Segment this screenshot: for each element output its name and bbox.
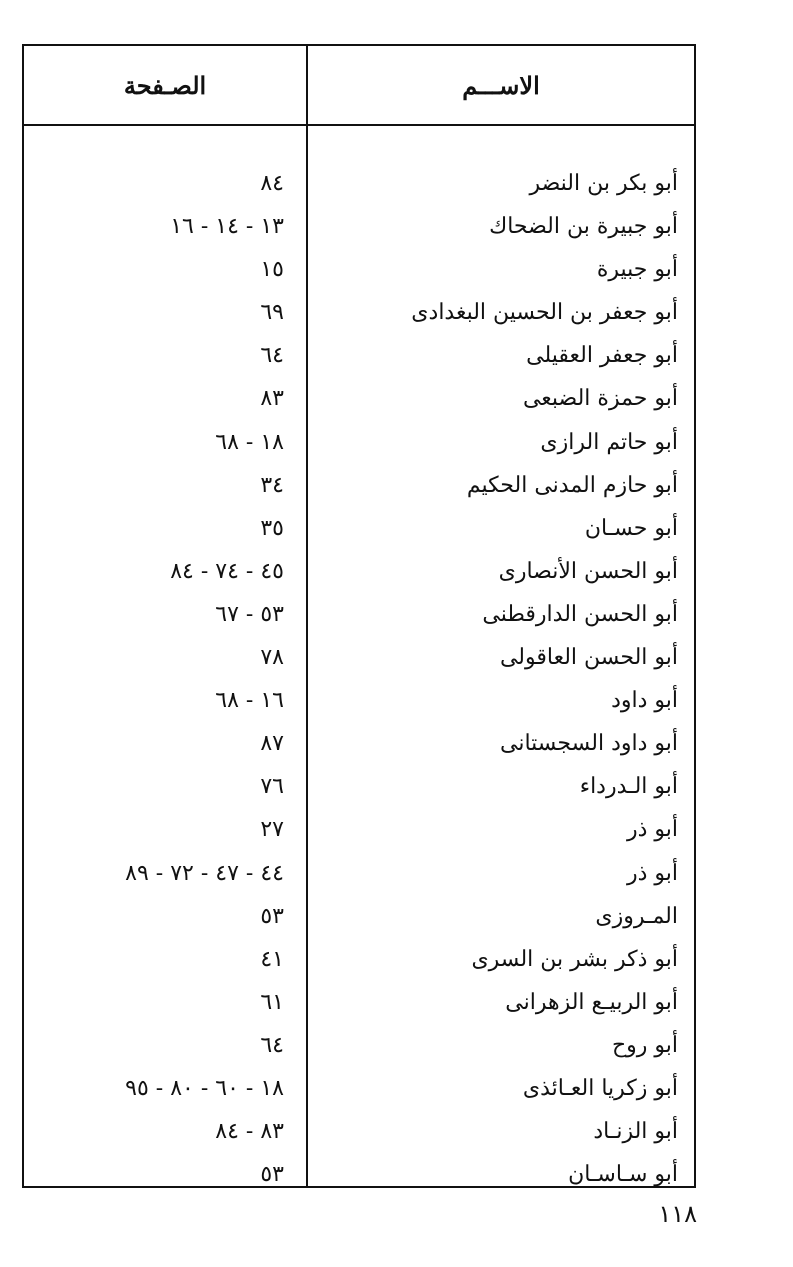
table-row bbox=[24, 593, 694, 636]
table-row bbox=[24, 162, 694, 205]
row-pages: ١٣ - ١٤ - ١٦ bbox=[170, 214, 284, 240]
header-divider bbox=[24, 124, 694, 126]
row-name: أبو حمزة الضبعى bbox=[522, 386, 678, 412]
table-row bbox=[24, 895, 694, 938]
table-row bbox=[24, 334, 694, 377]
row-pages: ٤١ bbox=[260, 946, 284, 972]
row-pages: ٦٤ bbox=[260, 1032, 284, 1058]
row-pages: ٢٧ bbox=[260, 817, 284, 843]
table-row bbox=[24, 1110, 694, 1153]
row-pages: ١٨ - ٦٨ bbox=[215, 429, 284, 455]
row-pages: ٥٣ bbox=[260, 1162, 284, 1188]
table-row bbox=[24, 464, 694, 507]
table-row bbox=[24, 205, 694, 248]
table-row bbox=[24, 765, 694, 808]
table-row bbox=[24, 679, 694, 722]
row-pages: ٤٥ - ٧٤ - ٨٤ bbox=[170, 558, 284, 584]
row-pages: ٤٤ - ٤٧ - ٧٢ - ٨٩ bbox=[125, 860, 284, 886]
table-row bbox=[24, 507, 694, 550]
row-name: أبو الزنـاد bbox=[593, 1119, 678, 1145]
row-name: أبو داود bbox=[611, 688, 678, 714]
row-name: أبو الربيـع الزهرانى bbox=[505, 989, 678, 1015]
row-name: أبو حسـان bbox=[584, 515, 678, 541]
row-name: أبو سـاسـان bbox=[568, 1162, 678, 1188]
row-name: أبو ذر bbox=[626, 817, 678, 843]
header-page: الصـفحة bbox=[123, 70, 207, 100]
row-name: أبو جبيرة بن الضحاك bbox=[489, 214, 678, 240]
row-name: أبو جعفر بن الحسين البغدادى bbox=[411, 300, 678, 326]
table-row bbox=[24, 377, 694, 420]
row-name: أبو الحسن العاقولى bbox=[499, 645, 678, 671]
table-row bbox=[24, 1024, 694, 1067]
row-pages: ٣٤ bbox=[260, 472, 284, 498]
table-row bbox=[24, 722, 694, 765]
table-row bbox=[24, 808, 694, 851]
row-pages: ٧٦ bbox=[260, 774, 284, 800]
row-pages: ٦١ bbox=[260, 989, 284, 1015]
index-table bbox=[22, 44, 696, 1188]
index-rows bbox=[24, 162, 694, 1196]
row-name: أبو زكريا العـائذى bbox=[522, 1075, 678, 1101]
row-name: أبو الحسن الأنصارى bbox=[498, 558, 678, 584]
row-name: أبو ذكر بشر بن السرى bbox=[471, 946, 678, 972]
row-pages: ٦٤ bbox=[260, 343, 284, 369]
row-name: أبو داود السجستانى bbox=[500, 731, 678, 757]
row-name: المـروزى bbox=[595, 903, 678, 929]
table-row bbox=[24, 248, 694, 291]
row-name: أبو جعفر العقيلى bbox=[526, 343, 678, 369]
row-name: أبو بكر بن النضر bbox=[529, 171, 678, 196]
row-name: أبو الحسن الدارقطنى bbox=[482, 601, 678, 627]
table-row bbox=[24, 1067, 694, 1110]
row-pages: ٨٣ bbox=[260, 386, 284, 412]
row-pages: ٦٩ bbox=[260, 300, 284, 326]
row-name: أبو روح bbox=[611, 1032, 678, 1058]
row-pages: ١٨ - ٦٠ - ٨٠ - ٩٥ bbox=[125, 1075, 284, 1101]
table-row bbox=[24, 1153, 694, 1196]
page-number: ١١٨ bbox=[658, 1200, 697, 1228]
row-name: أبو حازم المدنى الحكيم bbox=[466, 472, 678, 498]
row-pages: ١٦ - ٦٨ bbox=[215, 688, 284, 714]
row-pages: ٨٤ bbox=[260, 171, 284, 196]
table-row bbox=[24, 550, 694, 593]
table-row bbox=[24, 291, 694, 334]
table-row bbox=[24, 636, 694, 679]
row-pages: ٥٣ - ٦٧ bbox=[215, 601, 284, 627]
header-name: الاســـم bbox=[462, 70, 540, 100]
row-name: أبو الـدرداء bbox=[579, 774, 678, 800]
row-pages: ٧٨ bbox=[260, 645, 284, 671]
row-pages: ٥٣ bbox=[260, 903, 284, 929]
row-name: أبو ذر bbox=[626, 860, 678, 886]
row-pages: ٨٣ - ٨٤ bbox=[215, 1119, 284, 1145]
row-name: أبو جبيرة bbox=[596, 257, 678, 283]
table-row bbox=[24, 981, 694, 1024]
row-pages: ١٥ bbox=[260, 257, 284, 283]
row-pages: ٣٥ bbox=[260, 515, 284, 541]
row-name: أبو حاتم الرازى bbox=[540, 429, 678, 455]
table-row bbox=[24, 852, 694, 895]
table-row bbox=[24, 421, 694, 464]
table-row bbox=[24, 938, 694, 981]
row-pages: ٨٧ bbox=[260, 731, 284, 757]
